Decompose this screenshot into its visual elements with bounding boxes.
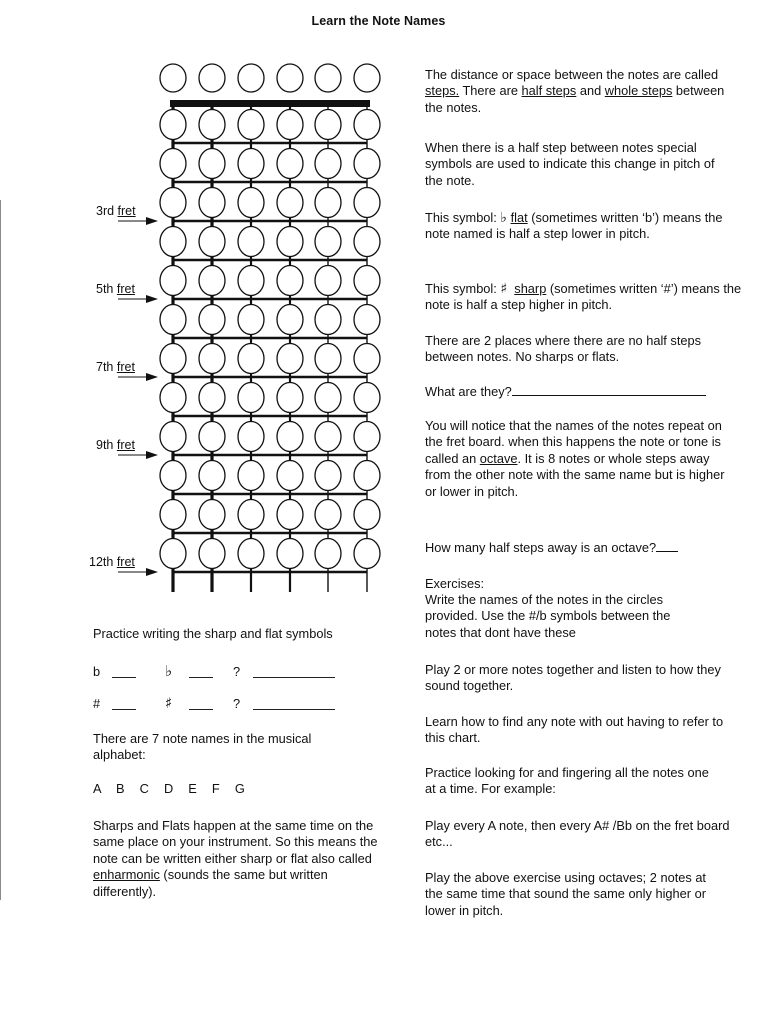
enharmonic-text-after: (sounds the same but written differently). [93,867,328,899]
practice-heading: Practice writing the sharp and flat symbols [93,626,333,641]
fret-note-circle[interactable] [315,149,341,179]
sharp-term: sharp [514,281,547,296]
octave-question [425,540,745,556]
fret-note-circle[interactable] [277,539,303,569]
fret-note-circle[interactable] [160,266,186,296]
fret-note-circle[interactable] [315,461,341,491]
octave-text-1: You will notice that the names of the notes repeat on the fret board. when this happens the note or tone is called an [425,418,722,466]
enharmonic-term: enharmonic [93,867,160,883]
sharp-question-label: ? [233,696,241,711]
flat-plain-blank[interactable] [112,677,136,678]
octave-answer-blank[interactable] [656,540,678,552]
sharp-text-2: (sometimes written ‘#’) means the note is half a step higher in pitch. [425,281,742,313]
fret-note-circle[interactable] [199,227,225,257]
fret-note-circle[interactable] [160,110,186,140]
half-steps-term: half steps [521,83,577,99]
learn-find-text: Learn how to find any note with out having to refer to this chart. [425,714,724,746]
fret-note-circle[interactable] [277,188,303,218]
flat-plain-label: b [93,664,101,679]
fret-note-circle[interactable] [199,344,225,374]
fret-arrowhead-icon [146,295,158,303]
fret-note-circle[interactable] [199,500,225,530]
steps-term: steps. [425,83,460,99]
steps-text-1: The distance or space between the notes are called [425,67,719,82]
fret-note-circle[interactable] [238,422,264,452]
fret-note-circle[interactable] [277,227,303,257]
fret-note-circle[interactable] [354,149,380,179]
what-are-they-label: What are they? [425,384,512,399]
fret-note-circle[interactable] [354,500,380,530]
fret-note-circle[interactable] [238,539,264,569]
fret-arrowhead-icon [146,568,158,576]
fret-marker-label: 3rd fret [96,204,136,218]
fret-note-circle[interactable] [315,305,341,335]
fret-note-circle[interactable] [199,149,225,179]
fret-note-circle[interactable] [238,227,264,257]
flat-symbol-icon: ♭ [500,210,507,226]
play-together-text: Play 2 or more notes together and listen to how they sound together. [425,662,721,694]
open-string-note-circle[interactable] [354,64,380,92]
fret-note-circle[interactable] [238,149,264,179]
fret-note-circle[interactable] [277,422,303,452]
half-step-paragraph: When there is a half step between notes special symbols are used to indicate this change in pitch of the note. [425,140,715,188]
fret-note-circle[interactable] [277,305,303,335]
page-title: Learn the Note Names [311,14,446,28]
no-half-steps-paragraph: There are 2 places where there are no half steps between notes. No sharps or flats. [425,333,702,365]
fret-note-circle[interactable] [160,461,186,491]
flat-symbol-icon: ♭ [165,662,173,680]
exercises-text: Write the names of the notes in the circles provided. Use the #/b symbols between the notes that dont have these [425,592,671,640]
fret-note-circle[interactable] [160,227,186,257]
fret-note-circle[interactable] [160,305,186,335]
fret-marker-label: 12th fret [89,555,135,569]
fret-note-circle[interactable] [199,383,225,413]
fret-note-circle[interactable] [315,422,341,452]
sharp-plain-blank[interactable] [112,709,136,710]
open-string-note-circle[interactable] [315,64,341,92]
fret-note-circle[interactable] [315,383,341,413]
fret-note-circle[interactable] [354,227,380,257]
steps-text-4: between the notes. [425,83,725,115]
fret-note-circle[interactable] [354,422,380,452]
sharp-symbol-blank[interactable] [189,709,213,710]
fret-note-circle[interactable] [315,500,341,530]
fret-note-circle[interactable] [354,266,380,296]
fret-note-circle[interactable] [354,305,380,335]
fret-note-circle[interactable] [315,188,341,218]
fret-note-circle[interactable] [277,149,303,179]
fret-note-circle[interactable] [160,422,186,452]
fret-note-circle[interactable] [199,539,225,569]
fret-note-circle[interactable] [277,383,303,413]
fret-note-circle[interactable] [315,539,341,569]
fret-note-circle[interactable] [238,188,264,218]
fret-note-circle[interactable] [199,188,225,218]
octave-paragraph [425,418,725,500]
fret-note-circle[interactable] [354,344,380,374]
fret-note-circle[interactable] [199,305,225,335]
fret-arrowhead-icon [146,373,158,381]
fret-note-circle[interactable] [315,344,341,374]
sharp-symbol-icon: ♯ [165,694,173,712]
fret-note-circle[interactable] [354,110,380,140]
practice-looking-text: Practice looking for and fingering all the notes one at a time. For example: [425,765,709,797]
fret-note-circle[interactable] [238,344,264,374]
octave-text-2: . It is 8 notes or whole steps away from the other note with the same name but is higher or lower in pitch. [425,450,725,499]
sharp-plain-label: # [93,696,101,711]
note-names-intro: There are 7 note names in the musical alphabet: [93,731,312,763]
what-are-they-question [425,384,745,400]
fret-note-circle[interactable] [354,539,380,569]
nut-bar [170,100,370,107]
open-string-note-circle[interactable] [277,64,303,92]
fret-note-circle[interactable] [160,500,186,530]
steps-text-3: and [576,83,605,99]
musical-alphabet: A B C D E F G [93,781,245,796]
fret-note-circle[interactable] [160,149,186,179]
fret-note-circle[interactable] [277,344,303,374]
fret-note-circle[interactable] [315,110,341,140]
flat-term: flat [510,210,528,225]
flat-question-label: ? [233,664,241,679]
steps-paragraph [425,67,745,116]
play-octaves-text: Play the above exercise using octaves; 2 notes at the same time that sound the same only higher or lower in pitch. [425,870,706,918]
fret-note-circle[interactable] [354,383,380,413]
open-string-note-circle[interactable] [160,64,186,92]
sharp-question-blank[interactable] [253,709,335,710]
flat-symbol-blank[interactable] [189,677,213,678]
fret-marker-label: 7th fret [96,360,135,374]
flat-text-2: (sometimes written ‘b’) means the note named is half a step lower in pitch. [425,210,723,242]
flat-question-blank[interactable] [253,677,335,678]
fret-note-circle[interactable] [277,110,303,140]
fret-note-circle[interactable] [277,500,303,530]
fret-note-circle[interactable] [160,188,186,218]
fret-note-circle[interactable] [277,461,303,491]
fret-note-circle[interactable] [199,266,225,296]
fret-note-circle[interactable] [354,461,380,491]
fret-note-circle[interactable] [238,500,264,530]
octave-question-label: How many half steps away is an octave? [425,540,657,555]
flat-paragraph [425,210,745,243]
sharp-text-1: This symbol: [425,281,501,296]
fret-note-circle[interactable] [354,188,380,218]
fret-marker-label: 9th fret [96,438,135,452]
whole-steps-term: whole steps [604,83,673,99]
fret-note-circle[interactable] [315,266,341,296]
fret-note-circle[interactable] [238,383,264,413]
enharmonic-paragraph [93,818,385,900]
fret-note-circle[interactable] [199,110,225,140]
fret-note-circle[interactable] [160,344,186,374]
fret-note-circle[interactable] [238,461,264,491]
fret-note-circle[interactable] [238,110,264,140]
fret-note-circle[interactable] [160,539,186,569]
steps-text-2: There are [459,83,522,99]
flat-text-1: This symbol: [425,210,501,225]
fret-note-circle[interactable] [199,461,225,491]
open-string-note-circle[interactable] [238,64,264,92]
fret-marker-label: 5th fret [96,282,135,296]
enharmonic-text-before: Sharps and Flats happen at the same time on the same place on your instrument. So this means the note can be written either sharp or flat also called [93,818,378,866]
sharp-paragraph [425,281,745,314]
play-every-text: Play every A note, then every A# /Bb on the fret board etc... [425,818,730,850]
fret-note-circle[interactable] [199,422,225,452]
what-are-they-answer-blank[interactable] [512,384,706,396]
fret-arrowhead-icon [146,451,158,459]
fret-note-circle[interactable] [315,227,341,257]
fret-note-circle[interactable] [238,266,264,296]
sharp-symbol-icon: ♯ [500,281,508,297]
exercises-heading: Exercises: [425,576,485,591]
open-string-note-circle[interactable] [199,64,225,92]
octave-term: octave [479,450,518,466]
fret-arrowhead-icon [146,217,158,225]
fret-note-circle[interactable] [238,305,264,335]
fret-note-circle[interactable] [277,266,303,296]
fret-note-circle[interactable] [160,383,186,413]
